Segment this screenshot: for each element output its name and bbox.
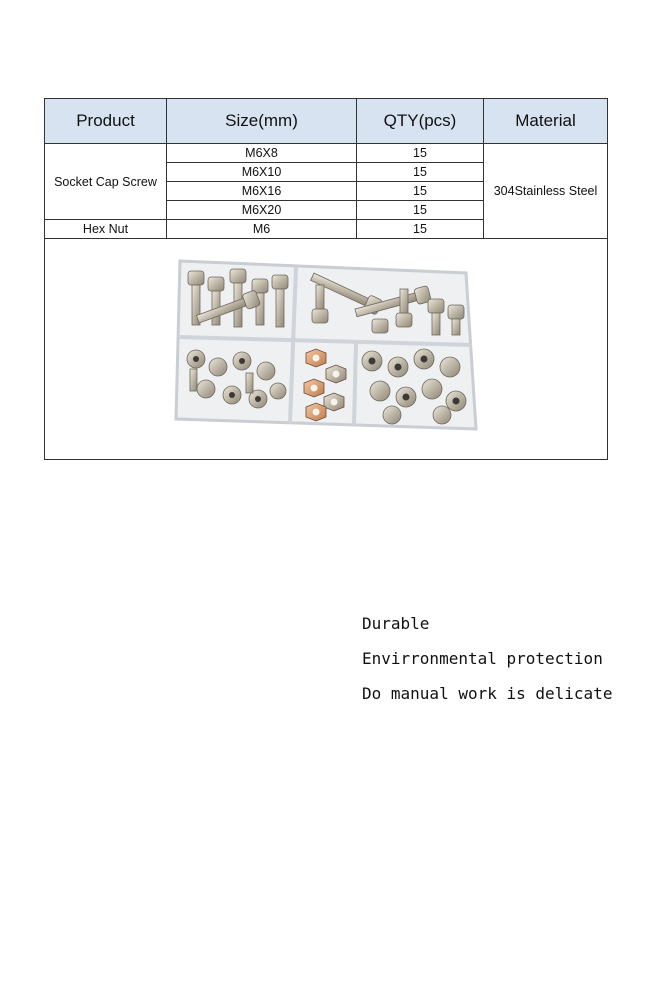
nut-product-cell: Hex Nut: [45, 220, 167, 239]
size-cell: M6X8: [167, 144, 357, 163]
qty-cell: 15: [357, 144, 484, 163]
feature-delicate: Do manual work is delicate: [362, 684, 613, 703]
header-material: Material: [484, 99, 608, 144]
qty-cell: 15: [357, 182, 484, 201]
size-cell: M6X10: [167, 163, 357, 182]
spec-table: [44, 98, 608, 460]
feature-environmental: Envirronmental protection: [362, 649, 603, 668]
header-size: Size(mm): [167, 99, 357, 144]
socket-product-cell: Socket Cap Screw: [45, 144, 167, 220]
size-cell: M6X20: [167, 201, 357, 220]
screw-box-image: [166, 249, 486, 449]
size-cell: M6: [167, 220, 357, 239]
header-product: Product: [45, 99, 167, 144]
table-row: [45, 144, 608, 163]
header-qty: QTY(pcs): [357, 99, 484, 144]
material-cell: 304Stainless Steel: [484, 144, 608, 239]
header-row: [45, 99, 608, 144]
product-photo-cell: [45, 239, 608, 460]
qty-cell: 15: [357, 163, 484, 182]
size-cell: M6X16: [167, 182, 357, 201]
photo-row: [45, 239, 608, 460]
qty-cell: 15: [357, 220, 484, 239]
feature-durable: Durable: [362, 614, 430, 633]
qty-cell: 15: [357, 201, 484, 220]
feature-list: [362, 612, 612, 717]
